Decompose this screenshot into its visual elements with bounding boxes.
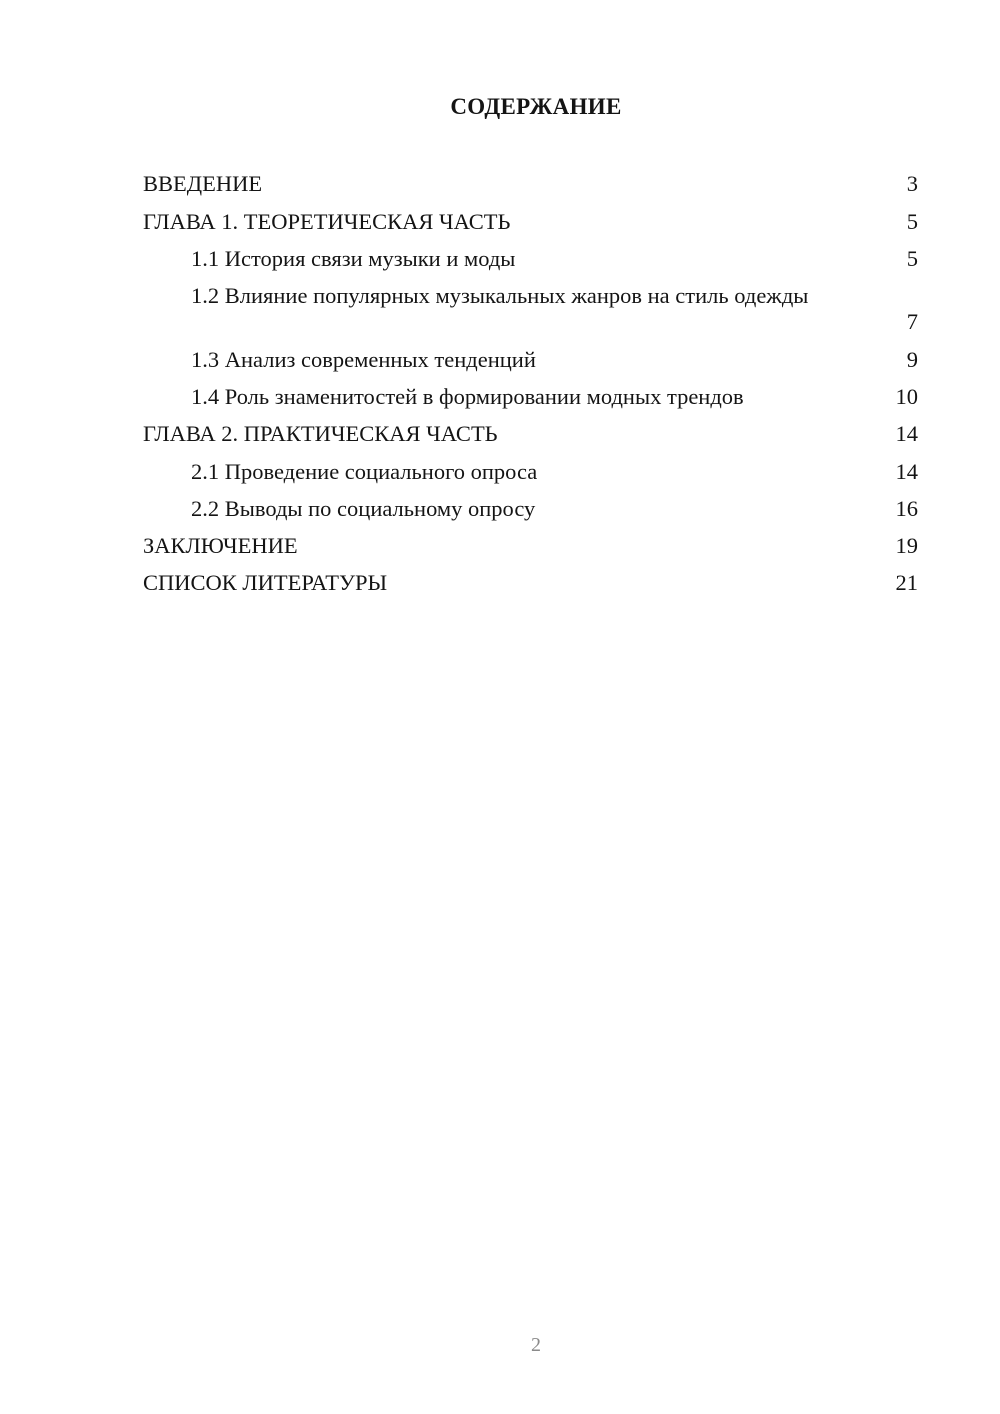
- toc-entry-label: ГЛАВА 1. ТЕОРЕТИЧЕСКАЯ ЧАСТЬ: [143, 209, 511, 234]
- toc-entry-label: СПИСОК ЛИТЕРАТУРЫ: [143, 570, 388, 595]
- toc-entry-section-1-2[interactable]: [191, 283, 918, 339]
- toc-entry-section-2-1[interactable]: [191, 459, 918, 489]
- toc-entry-page: 3: [906, 171, 918, 196]
- toc-entry-section-1-4[interactable]: [191, 384, 918, 414]
- toc-entry-label: ЗАКЛЮЧЕНИЕ: [143, 533, 298, 558]
- toc-entry-page: 19: [895, 533, 918, 558]
- page-number: 2: [531, 1334, 541, 1356]
- toc-entry-page: 5: [906, 209, 918, 234]
- toc-entry-section-1-1[interactable]: [191, 246, 918, 276]
- toc-entry-section-2-2[interactable]: [191, 496, 918, 526]
- toc-entry-page: 14: [895, 459, 918, 484]
- toc-entry-section-1-3[interactable]: [191, 347, 918, 377]
- toc-entry-label: 2.1 Проведение социального опроса: [191, 459, 538, 484]
- toc-entry-label: 1.1 История связи музыки и моды: [191, 246, 516, 271]
- toc-entry-page: 21: [895, 570, 918, 595]
- toc-entry-page: 9: [906, 347, 918, 372]
- toc-entry-page: 16: [895, 496, 918, 521]
- toc-entry-page: 14: [895, 421, 918, 446]
- toc-entry-label: 1.4 Роль знаменитостей в формировании модных трендов: [191, 384, 744, 409]
- toc-entry-page: 10: [895, 384, 918, 409]
- toc-entry-page: 7: [906, 309, 918, 334]
- toc-entry-label: 1.3 Анализ современных тенденций: [191, 347, 536, 372]
- page-title: СОДЕРЖАНИЕ: [450, 94, 622, 119]
- toc-entry-page: 5: [906, 246, 918, 271]
- toc-entry-references[interactable]: [143, 570, 918, 600]
- toc-entry-label: ВВЕДЕНИЕ: [143, 171, 263, 196]
- toc-entry-chapter-2[interactable]: [143, 421, 918, 451]
- toc-entry-label: 2.2 Выводы по социальному опросу: [191, 496, 536, 521]
- toc-entry-label: 1.2 Влияние популярных музыкальных жанров на стиль одежды: [191, 283, 809, 308]
- toc-entry-label: ГЛАВА 2. ПРАКТИЧЕСКАЯ ЧАСТЬ: [143, 421, 498, 446]
- table-of-contents: [0, 0, 1000, 620]
- toc-entry-chapter-1[interactable]: [143, 209, 918, 239]
- toc-entry-conclusion[interactable]: [143, 533, 918, 563]
- toc-entry-introduction[interactable]: [143, 171, 918, 201]
